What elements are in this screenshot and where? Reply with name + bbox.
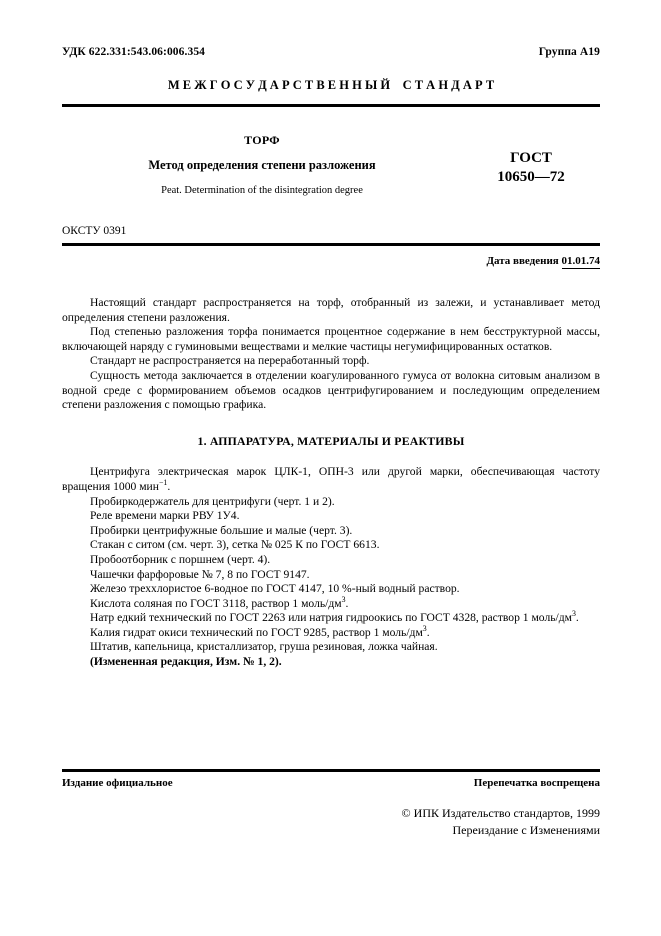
amendment-note: (Измененная редакция, Изм. № 1, 2). (90, 655, 282, 669)
copyright-publisher: © ИПК Издательство стандартов, 1999 (401, 806, 600, 820)
footer-official-edition: Издание официальное (62, 777, 173, 789)
udk-row (62, 46, 600, 58)
gost-label: ГОСТ (510, 150, 552, 166)
equipment-item-time-relay: Реле времени марки РВУ 1У4. (90, 509, 240, 523)
rule-top (62, 104, 600, 107)
group-code: Группа А19 (538, 46, 600, 58)
document-method-title: Метод определения степени разложения (148, 158, 376, 172)
paragraph-exclusion: Стандарт не распространяется на переработанный торф. (90, 354, 370, 368)
equipment-item-sampler: Пробоотборник с поршнем (черт. 4). (90, 552, 271, 566)
reagent-item-hydrochloric-acid-text: Кислота соляная по ГОСТ 3118, раствор 1 моль/дм (90, 596, 342, 610)
equipment-item-centrifuge (62, 465, 600, 494)
section-heading-1: 1. АППАРАТУРА, МАТЕРИАЛЫ И РЕАКТИВЫ (197, 433, 465, 448)
footer-row (62, 777, 600, 789)
copyright-block (62, 805, 600, 839)
reagent-item-caustic-soda (62, 611, 600, 626)
footer-reprint-prohibited: Перепечатка воспрещена (473, 777, 600, 789)
gost-number: 10650—72 (497, 168, 565, 185)
reagent-item-potassium-hydroxide-text: Калия гидрат окиси технический по ГОСТ 9285, раствор 1 моль/дм (90, 625, 423, 639)
paragraph-definition: Под степенью разложения торфа понимается процентное содержание в нем бесструктурной массы, включающей наряду с гуминовыми веществами и мелкие частицы негумифицированных остатков. (62, 325, 600, 353)
introduction-date-row (62, 255, 600, 267)
reagent-item-hydrochloric-acid (62, 594, 600, 612)
equipment-item-sieve-beaker: Стакан с ситом (см. черт. 3), сетка № 025 К по ГОСТ 6613. (90, 538, 380, 552)
udk-code: УДК 622.331:543.06:006.354 (62, 46, 206, 58)
document-subject: ТОРФ (244, 133, 280, 147)
equipment-item-centrifuge-text: Центрифуга электрическая марок ЦЛК-1, ОПН-3 или другой марки, обеспечивающая частоту вращения 1000 мин (62, 465, 600, 493)
reagent-item-ferric-chloride: Железо треххлористое 6-водное по ГОСТ 4147, 10 %-ный водный раствор. (90, 582, 460, 596)
body-text (62, 296, 600, 670)
reagent-item-potassium-hydroxide-exponent: 3 (422, 624, 427, 634)
document-english-title: Peat. Determination of the disintegration degree (161, 185, 363, 196)
rule-bottom (62, 769, 600, 772)
introduction-date-value: 01.01.74 (561, 255, 600, 267)
reagent-item-potassium-hydroxide (62, 626, 600, 641)
equipment-item-misc: Штатив, капельница, кристаллизатор, груша резиновая, ложка чайная. (90, 640, 438, 654)
reagent-item-caustic-soda-period: . (575, 611, 579, 625)
paragraph-scope: Настоящий стандарт распространяется на торф, отобранный из залежи, и устанавливает метод определения степени разложения. (62, 296, 600, 324)
gost-designation (462, 149, 600, 187)
paragraph-method-essence: Сущность метода заключается в отделении коагулированного гумуса от волокна ситовым анализом в водной среде с формированием объемов осадков центрифугированием и последующим определением степени разложения с помощью графика. (62, 368, 600, 412)
equipment-item-centrifuge-period: . (167, 479, 171, 493)
page-content (62, 0, 600, 936)
reagent-item-hydrochloric-acid-exponent: 3 (341, 594, 346, 604)
rule-middle (62, 243, 600, 246)
standard-banner: М Е Ж Г О С У Д А Р С Т В Е Н Н Ы Й С Т А Н Д А Р Т (167, 78, 495, 92)
equipment-item-tube-holder: Пробиркодержатель для центрифуги (черт. 1 и 2). (90, 494, 335, 508)
reagent-item-caustic-soda-text: Натр едкий технический по ГОСТ 2263 или натрия гидроокись по ГОСТ 4328, раствор 1 моль/дм (90, 611, 572, 625)
reagent-item-hydrochloric-acid-period: . (345, 596, 349, 610)
equipment-item-centrifuge-tubes: Пробирки центрифужные большие и малые (черт. 3). (90, 523, 353, 537)
introduction-date-label: Дата введения (486, 255, 559, 267)
reagent-item-caustic-soda-exponent: 3 (571, 609, 576, 619)
equipment-item-centrifuge-exponent: −1 (158, 478, 168, 488)
copyright-reissue: Переиздание с Изменениями (452, 823, 600, 837)
reagent-item-potassium-hydroxide-period: . (426, 625, 430, 639)
okstu-code: ОКСТУ 0391 (62, 225, 127, 237)
equipment-item-porcelain-cups: Чашечки фарфоровые № 7, 8 по ГОСТ 9147. (90, 567, 310, 581)
